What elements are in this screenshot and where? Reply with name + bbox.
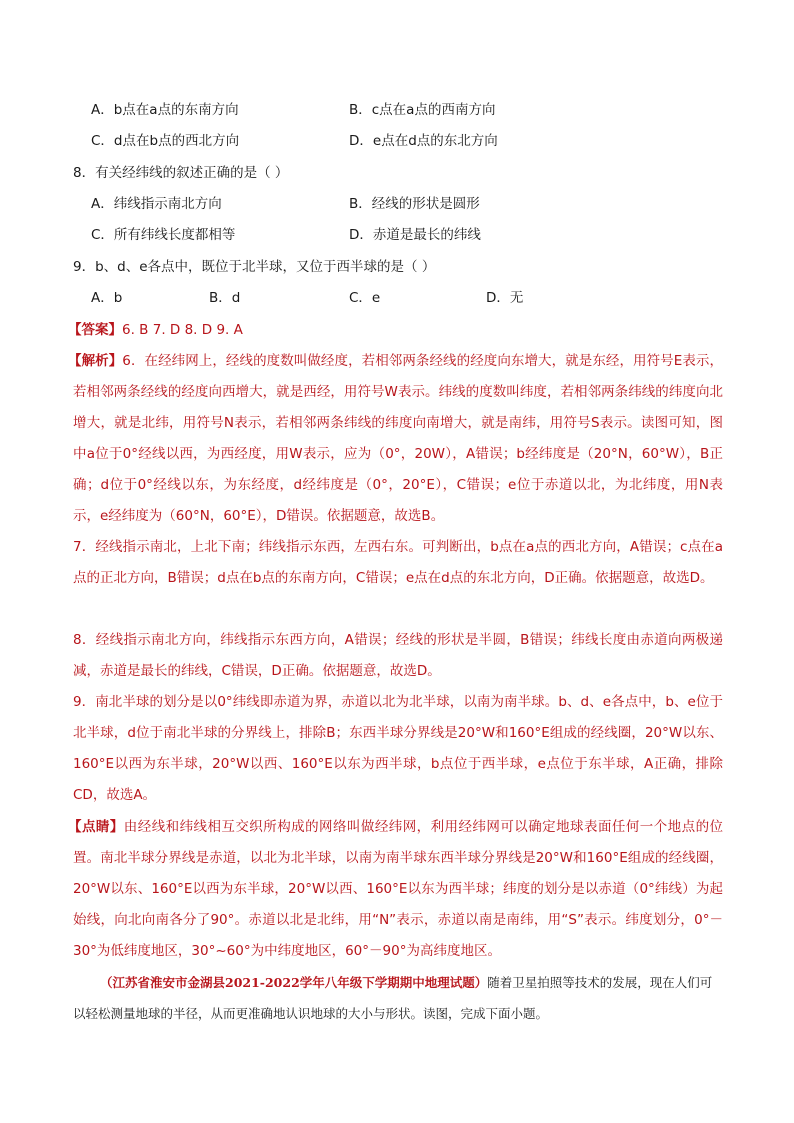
q9-option-a: A．b <box>91 290 123 306</box>
answer-line <box>68 320 243 340</box>
q8-stem: 8．有关经纬线的叙述正确的是（ ） <box>73 165 289 181</box>
q9-option-c: C．e <box>349 290 381 306</box>
analysis-q9: 9．南北半球的划分是以0°纬线即赤道为界，赤道以北为北半球，以南为南半球。b、d、e各点中，b、e位于北半球，d位于南北半球的分界线上，排除B；东西半球分界线是20°W和160°E组成的经线圈，20°W以东、160°E以西为东半球，20°W以西、160°E以东为西半球，b点位于西半球，e点位于东半球，A正确，排除CD，故选A。 <box>73 694 723 803</box>
q7-option-c: C．d点在b点的西北方向 <box>91 133 240 149</box>
q9-stem: 9．b、d、e各点中，既位于北半球，又位于西半球的是（ ） <box>73 259 436 275</box>
analysis-q6 <box>68 346 723 532</box>
comment-block <box>68 812 724 967</box>
analysis-tag: 【解析】 <box>68 353 123 369</box>
answer-tag: 【答案】 <box>68 322 122 338</box>
q7-option-b: B．c点在a点的西南方向 <box>349 102 496 118</box>
q8-option-c: C．所有纬线长度都相等 <box>91 227 236 243</box>
q9-option-d: D．无 <box>486 290 524 306</box>
comment-tag: 【点睛】 <box>68 819 124 835</box>
comment-text: 由经线和纬线相互交织所构成的网络叫做经纬网，利用经纬网可以确定地球表面任何一个地点的位置。南北半球分界线是赤道，以北为北半球，以南为南半球东西半球分界线是20°W和160°E组成的经线圈，20°W以东、160°E以西为东半球，20°W以西、160°E以东为西半球；纬度的划分是以赤道（0°纬线）为起始线，向北向南各分了90°。赤道以北是北纬，用“N”表示，赤道以南是南纬，用“S”表示。纬度划分，0°－30°为低纬度地区，30°~60°为中纬度地区，60°－90°为高纬度地区。 <box>73 819 724 959</box>
q8-option-d: D．赤道是最长的纬线 <box>349 227 481 243</box>
analysis-q7: 7．经线指示南北，上北下南；纬线指示东西，左西右东。可判断出，b点在a点的西北方向，A错误；c点在a点的正北方向，B错误；d点在b点的东南方向，C错误；e点在d点的东北方向，D正确。依据题意，故选D。 <box>73 539 723 586</box>
next-question-intro <box>73 967 723 1029</box>
q8-option-a: A．纬线指示南北方向 <box>91 196 222 212</box>
answer-text: 6. B 7. D 8. D 9. A <box>122 322 243 338</box>
q7-option-a: A．b点在a点的东南方向 <box>91 102 239 118</box>
analysis-q6-text: 6．在经纬网上，经线的度数叫做经度，若相邻两条经线的经度向东增大，就是东经，用符号E表示，若相邻两条经线的经度向西增大，就是西经，用符号W表示。纬线的度数叫纬度，若相邻两条纬线的纬度向北增大，就是北纬，用符号N表示，若相邻两条纬线的纬度向南增大，就是南纬，用符号S表示。读图可知，图中a位于0°经线以西，为西经度，用W表示，应为（0°，20W），A错误；b经纬度是（20°N，60°W），B正确；d位于0°经线以东，为东经度，d经纬度是（0°，20°E），C错误；e位于赤道以北，为北纬度，用N表示，e经纬度为（60°N，60°E），D错误。依据题意，故选B。 <box>73 353 723 524</box>
q9-option-b: B．d <box>209 290 241 306</box>
intro-text: 随着卫星拍照等技术的发展，现在人们可以轻松测量地球的半径，从而更准确地认识地球的大小与形状。读图，完成下面小题。 <box>73 975 713 1021</box>
q8-option-b: B．经线的形状是圆形 <box>349 196 480 212</box>
source-citation: （江苏省淮安市金湖县2021-2022学年八年级下学期期中地理试题） <box>100 975 488 990</box>
analysis-q8: 8．经线指示南北方向，纬线指示东西方向，A错误；经线的形状是半圆，B错误；纬线长度由赤道向两极递减，赤道是最长的纬线，C错误，D正确。依据题意，故选D。 <box>73 632 723 679</box>
q7-option-d: D．e点在d点的东北方向 <box>349 133 498 149</box>
